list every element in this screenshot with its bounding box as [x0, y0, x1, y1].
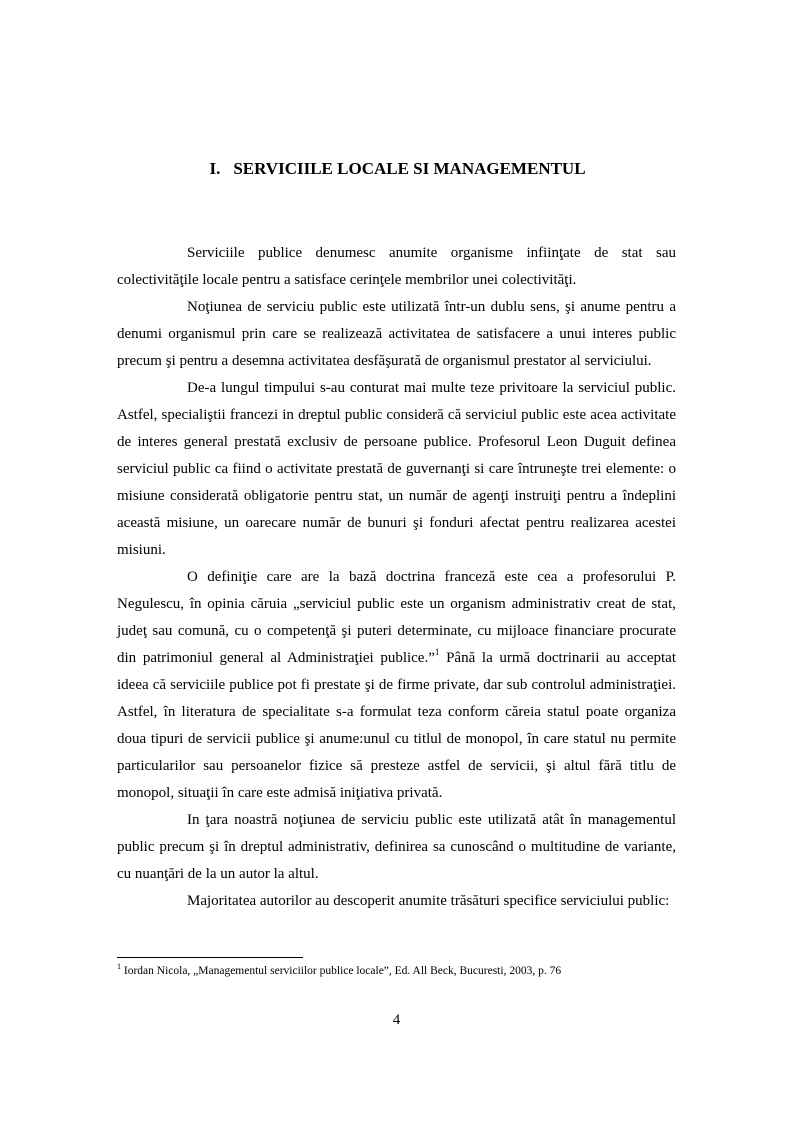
chapter-heading: [117, 158, 676, 180]
paragraph-4-part-1: O definiţie care are la bază doctrina franceză este cea a profesorului P. Negulescu, în opinia căruia „serviciul public este un organism administrativ creat de stat, judeţ sau comună, cu o competenţă şi puteri determinate, cu mijloace financiare procurate din patrimoniul general al Administraţiei publice.”: [117, 569, 676, 666]
paragraph-6: Majoritatea autorilor au descoperit anumite trăsături specifice serviciului public:: [187, 893, 670, 909]
paragraph-4-part-2: Până la urmă doctrinarii au acceptat ideea că serviciile publice pot fi prestate şi de firme private, dar sub controlul administraţiei. Astfel, în literatura de specialitate s-a formulat teza conform căreia statul poate organiza doua tipuri de servicii publice şi anume:unul cu titlul de monopol, în care statul nu permite particularilor sau persoanelor fizice să presteze astfel de servicii, şi altul fără titlu de monopol, situaţii în care este admisă iniţiativa privată.: [117, 650, 676, 801]
paragraph-5: In ţara noastră noţiunea de serviciu public este utilizată atât în managementul public precum şi în dreptul administrativ, definirea sa cunoscând o multitudine de variante, cu nuanţări de la un autor la altul.: [117, 812, 676, 882]
page-number: 4: [392, 1012, 401, 1028]
paragraph-3: De-a lungul timpului s-au conturat mai multe teze privitoare la serviciul public. Astfel, specialiştii francezi in dreptul public consideră că serviciul public este acea activitate de interes general prestată exclusiv de persoane publice. Profesorul Leon Duguit definea serviciul public ca fiind o activitate prestată de guvernanţi si care întruneşte trei elemente: o misiune considerată obligatorie pentru stat, un număr de agenţi instruiţi pentru a îndeplini această misiune, un oarecare număr de bunuri şi fonduri afectat pentru realizarea acestei misiuni.: [117, 380, 676, 558]
footnote: [117, 964, 677, 979]
chapter-number: I.: [209, 159, 221, 178]
chapter-title: SERVICIILE LOCALE SI MANAGEMENTUL: [233, 159, 586, 178]
footnote-reference: 1: [434, 647, 440, 657]
paragraph-1: Serviciile publice denumesc anumite organisme infiinţate de stat sau colectivităţile locale pentru a satisface cerinţele membrilor unei colectivităţi.: [117, 245, 676, 288]
paragraph-2: Noţiunea de serviciu public este utilizată într-un dublu sens, şi anume pentru a denumi organismul prin care se realizează activitatea de satisfacere a unui interes public precum şi pentru a desemna activitatea desfăşurată de organismul prestator al serviciului.: [117, 299, 676, 369]
paragraph-4: [117, 564, 676, 807]
footnote-text: Iordan Nicola, „Managementul serviciilor publice locale”, Ed. All Beck, Bucuresti, 2003, p. 76: [121, 965, 562, 977]
body-text: [117, 240, 676, 915]
footnote-separator: [117, 957, 303, 958]
footnote-marker: 1: [117, 962, 121, 971]
